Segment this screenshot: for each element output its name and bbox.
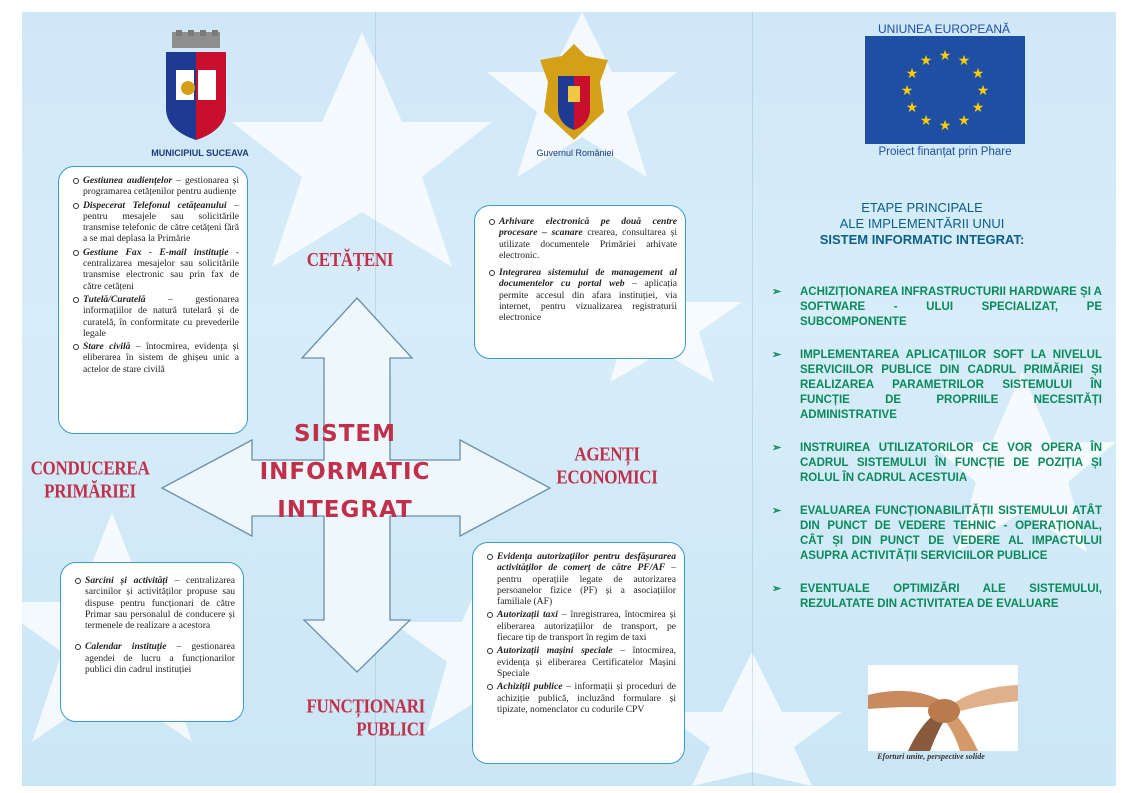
item-text: – informații și proceduri de achiziție publică, incluzând formulare și tipizate, nomenclator cu codurile CPV — [497, 681, 676, 715]
item-title: Achiziții publice — [497, 681, 563, 693]
item-text: crearea, consultarea și utilizate documentele Primăriei arhivate electronic. — [499, 227, 678, 261]
list-item — [489, 267, 677, 323]
item-title: Evidența autorizațiilor pentru desfășurarea activităților de comerț de către PF/AF — [497, 551, 676, 574]
label-functionari-publici — [295, 695, 425, 741]
list-item — [487, 609, 676, 643]
etape-list — [772, 285, 1102, 630]
step-text: ACHIZIȚIONAREA INFRASTRUCTURII HARDWARE ȘI A SOFTWARE - ULUI SPECIALIZAT, PE SUBCOMPONENTE — [800, 286, 1102, 328]
item-title: Stare civilă — [83, 341, 131, 353]
center-title-line-2: INFORMATIC — [259, 459, 431, 485]
item-text: -centralizarea mesajelor sau solicitările transmise electronic sau prin fax de către cetățeni — [83, 246, 239, 292]
list-item — [487, 681, 676, 715]
list-item — [73, 200, 239, 245]
label-cetateni: CETĂȚENI — [306, 248, 394, 271]
hands-caption: Eforturi unite, perspective solide — [877, 752, 985, 761]
label-conducerea-primariei — [28, 457, 152, 503]
step-text: EVALUAREA FUNCȚIONABILITĂȚII SISTEMULUI ATÂT DIN PUNCT DE VEDERE TEHNIC - OPERAȚIONAL, CÂT ȘI DIN PUNCT DE VEDERE AL IMPACTULUI ASUPRA ACTIVITĂȚII SERVICIILOR PUBLICE — [800, 505, 1102, 562]
svg-text:★: ★ — [905, 100, 919, 116]
list-item — [489, 216, 677, 261]
arrow-bullet-icon: ➢ — [772, 583, 782, 595]
fold-line-2 — [752, 12, 753, 786]
label-agenti-economici — [552, 443, 662, 489]
svg-text:★: ★ — [919, 53, 933, 69]
list-item — [73, 341, 239, 375]
item-title: Tutelă/Curatelă — [83, 293, 146, 305]
item-title: Sarcini și activități — [85, 575, 168, 586]
label-conducerea: CONDUCEREA — [30, 457, 150, 479]
box-sarcini — [60, 562, 244, 722]
etape-heading-line-1: ETAPE PRINCIPALE — [861, 200, 983, 215]
etape-step — [772, 582, 1102, 612]
arrow-bullet-icon: ➢ — [772, 286, 782, 298]
svg-text:★: ★ — [905, 66, 919, 82]
svg-text:★: ★ — [957, 53, 971, 69]
svg-text:★: ★ — [900, 83, 914, 99]
label-functionari: FUNCȚIONARI — [306, 695, 425, 717]
item-text: – întocmirea, evidența și eliberarea Certificatelor Mașini Speciale — [497, 645, 676, 679]
svg-text:★: ★ — [971, 66, 985, 82]
item-title: Integrarea sistemului de management al documentelor cu portal web — [499, 267, 677, 290]
etape-step — [772, 441, 1102, 486]
item-title: Gestiune Fax - E-mail instituție — [83, 246, 229, 258]
item-text: – gestionarea și programarea cetățenilor pentru audiențe — [83, 175, 239, 198]
item-text: – gestionarea agendei de lucru a funcționarilor publici din cadrul instituției — [85, 641, 235, 676]
suceava-coat-of-arms — [162, 30, 230, 142]
item-text: – centralizarea sarcinilor și activităților propuse sau dispuse pentru funcționari de către Primar sau personalul de conducere și termenele de realizare a acestora — [85, 575, 235, 632]
item-title: Arhivare electronică pe două centre procesare – scanare — [499, 216, 677, 239]
center-title — [220, 415, 470, 529]
joined-hands-image — [868, 665, 1018, 751]
list-item — [73, 294, 239, 339]
item-text: –pentru mesajele sau solicitările transmise telefonic de către cetățeni fără a se mai deplasa la Primărie — [83, 199, 239, 245]
eu-caption: Proiect finanțat prin Phare — [878, 146, 1012, 158]
step-text: INSTRUIREA UTILIZATORILOR CE VOR OPERA ÎN CADRUL SISTEMULUI ÎN FUNCȚIE DE POZIȚIA ȘI ROLUL ÎN CADRUL ACESTUIA — [800, 442, 1102, 484]
svg-text:★: ★ — [976, 83, 990, 99]
item-text: – pentru operațiile legate de autorizarea persoanelor fizice (PF) și a asociațiilor familiale (AF) — [497, 562, 676, 608]
item-title: Dispecerat Telefonul cetățeanului — [83, 199, 227, 211]
etape-step — [772, 504, 1102, 564]
label-primariei: PRIMĂRIEI — [44, 480, 136, 502]
suceava-caption: MUNICIPIUL SUCEAVA — [151, 148, 249, 158]
gov-caption: Guvernul României — [536, 148, 614, 158]
item-title: Autorizații mașini speciale — [497, 645, 613, 657]
list-item — [487, 645, 676, 679]
item-title: Autorizații taxi — [497, 609, 558, 621]
arrow-bullet-icon: ➢ — [772, 442, 782, 454]
list-item — [75, 575, 235, 631]
svg-text:★: ★ — [938, 118, 952, 134]
arrow-bullet-icon: ➢ — [772, 505, 782, 517]
list-item — [487, 551, 676, 607]
svg-text:★: ★ — [938, 48, 952, 64]
etape-step — [772, 348, 1102, 423]
step-text: IMPLEMENTAREA APLICAȚIILOR SOFT LA NIVELUL SERVICIILOR PUBLICE DIN CADRUL PRIMĂRIEI ȘI REALIZAREA PARAMETRILOR SISTEMULUI ÎN FUNCȚIE DE PROPRIILE NECESITĂȚI ADMINISTRATIVE — [800, 349, 1102, 421]
etape-heading — [772, 200, 1072, 248]
center-title-line-3: INTEGRAT — [277, 497, 413, 523]
svg-text:★: ★ — [919, 113, 933, 129]
etape-heading-line-2: ALE IMPLEMENTĂRII UNUI — [839, 216, 1005, 231]
list-item — [75, 641, 235, 675]
item-title: Calendar instituție — [85, 641, 167, 653]
center-title-line-1: SISTEM — [294, 421, 396, 447]
svg-text:★: ★ — [957, 113, 971, 129]
item-title: Gestiunea audiențelor — [83, 175, 173, 186]
etape-heading-line-3: SISTEM INFORMATIC INTEGRAT: — [819, 232, 1025, 247]
list-item — [73, 175, 239, 198]
box-arhivare — [474, 205, 686, 359]
eu-flag — [865, 36, 1025, 144]
arrow-bullet-icon: ➢ — [772, 349, 782, 361]
svg-text:★: ★ — [971, 100, 985, 116]
label-agenti: AGENȚI — [574, 443, 640, 465]
eu-title: UNIUNEA EUROPEANĂ — [877, 22, 1011, 36]
item-text: – înregistrarea, întocmirea și eliberarea autorizațiilor de transport, pe fiecare tip de transport în regim de taxi — [497, 609, 677, 644]
list-item — [73, 247, 239, 292]
item-text: – gestionarea informațiilor de natură tutelară și de curatelă, în conformitate cu prevederile legale — [83, 293, 239, 339]
box-cetateni-services — [58, 166, 248, 434]
etape-step — [772, 285, 1102, 330]
item-text: – întocmirea, evidența și eliberarea în sistem de ghișeu unic a actelor de stare civilă — [83, 341, 239, 375]
step-text: EVENTUALE OPTIMIZĂRI ALE SISTEMULUI, REZULATATE DIN ACTIVITATEA DE EVALUARE — [800, 583, 1102, 610]
box-autorizatii — [472, 542, 685, 764]
label-publici: PUBLICI — [356, 718, 425, 740]
label-economici: ECONOMICI — [556, 466, 658, 488]
romania-coat-of-arms — [538, 42, 610, 142]
item-text: – aplicația permite accesul din afara instituției, via internet, pentru vizualizarea registraturii electronice — [499, 278, 678, 324]
